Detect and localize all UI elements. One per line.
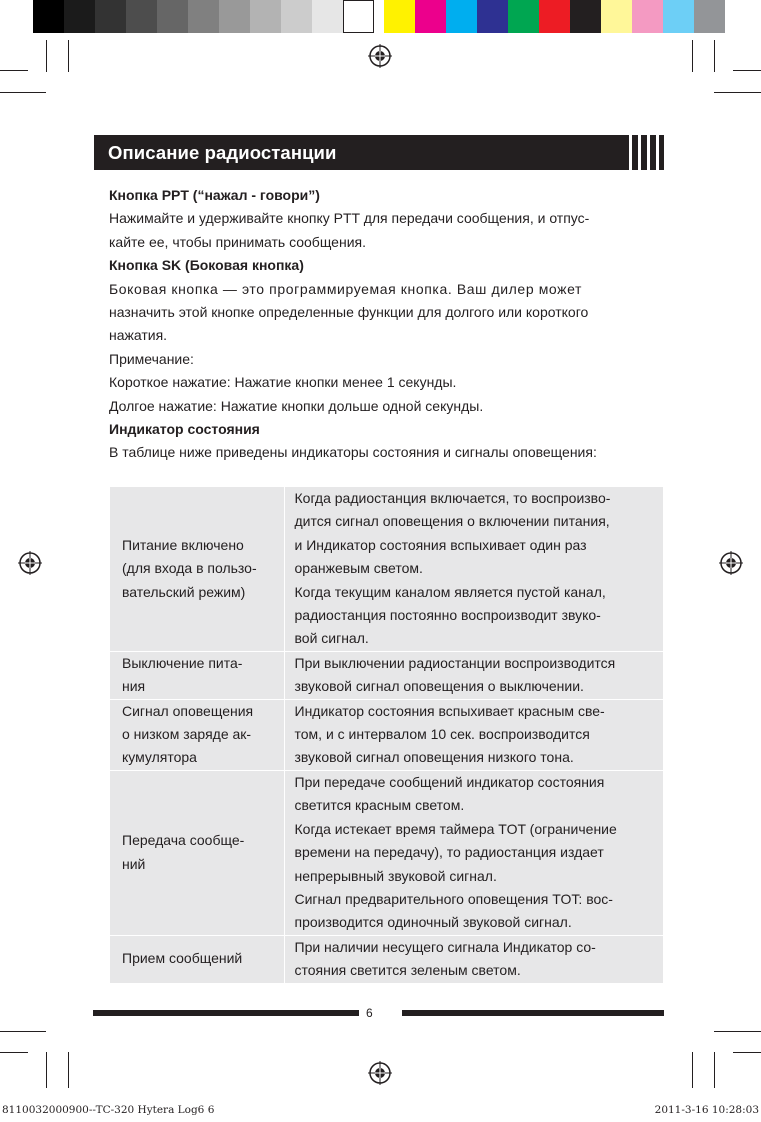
ppt-heading: Кнопка PPT (“нажал - говори”)	[109, 187, 320, 203]
status-label-line: о низком заряде ак-	[122, 726, 252, 743]
crop-mark	[733, 1052, 761, 1053]
status-description-line: При наличии несущего сигнала Индикатор со-	[294, 938, 596, 955]
status-description-line: Когда текущим каналом является пустой канал,	[294, 583, 606, 600]
status-description-line: При передаче сообщений индикатор состояния	[294, 773, 605, 790]
color-swatch	[477, 0, 508, 33]
status-indicator-table	[110, 487, 663, 983]
status-label-cell	[110, 770, 284, 935]
crop-mark	[733, 70, 761, 71]
status-description-line: времени на передачу), то радиостанция издает	[294, 844, 604, 861]
status-label-line: ний	[122, 855, 146, 872]
crop-mark	[692, 40, 693, 72]
status-label-line: Сигнал оповещения	[122, 702, 254, 719]
color-swatch	[64, 0, 95, 33]
footer-rule-right	[402, 1010, 664, 1016]
status-intro: В таблице ниже приведены индикаторы состояния и сигналы оповещения:	[109, 444, 597, 461]
color-swatch	[33, 0, 64, 33]
color-calibration-bar	[33, 0, 725, 33]
registration-mark-icon	[368, 1061, 392, 1085]
manual-content	[109, 184, 652, 465]
crop-mark	[0, 92, 46, 93]
status-label-line: Выключение пита-	[122, 654, 243, 671]
color-swatch	[384, 0, 415, 33]
sk-text: нажатия.	[109, 327, 168, 344]
header-stripes	[626, 135, 664, 170]
status-label-line: кумулятора	[122, 749, 197, 766]
color-swatch	[508, 0, 539, 33]
status-label-line: Передача сообще-	[122, 832, 245, 849]
long-press-note: Долгое нажатие: Нажатие кнопки дольше одной секунды.	[109, 397, 484, 414]
color-swatch	[312, 0, 343, 33]
status-description-line: При выключении радиостанции воспроизводится	[294, 654, 616, 671]
color-swatch	[281, 0, 312, 33]
status-label-cell	[110, 651, 284, 699]
status-description-line: том, и с интервалом 10 сек. воспроизводится	[294, 726, 590, 743]
status-heading: Индикатор состояния	[109, 421, 260, 438]
color-swatch	[694, 0, 725, 33]
color-swatch	[95, 0, 126, 33]
section-header	[94, 135, 664, 170]
color-swatch	[415, 0, 446, 33]
crop-mark	[714, 92, 761, 93]
status-description-line: непрерывный звуковой сигнал.	[294, 867, 497, 884]
status-description-line: и Индикатор состояния вспыхивает один раз	[294, 536, 587, 553]
table-row	[110, 935, 663, 982]
color-swatch	[188, 0, 219, 33]
status-description-line: радиостанция постоянно воспроизводит звуко-	[294, 607, 601, 624]
status-description-line: производится одиночный звуковой сигнал.	[294, 914, 572, 931]
status-description-line: Сигнал предварительного оповещения TOT: вос-	[294, 890, 613, 907]
status-description-line: звуковой сигнал оповещения о выключении.	[294, 678, 584, 695]
color-swatch	[157, 0, 188, 33]
note-label: Примечание:	[109, 350, 194, 367]
footer-rule-left	[93, 1010, 359, 1016]
status-description-line: дится сигнал оповещения о включении питания,	[294, 513, 610, 530]
crop-mark	[0, 1052, 28, 1053]
sk-text: назначить этой кнопке определенные функции для долгого или короткого	[109, 304, 589, 321]
color-swatch	[601, 0, 632, 33]
registration-mark-icon	[18, 551, 42, 575]
table-row	[110, 699, 663, 770]
status-label-line: Питание включено	[122, 536, 244, 553]
color-swatch	[632, 0, 663, 33]
color-swatch	[250, 0, 281, 33]
crop-mark	[68, 40, 69, 72]
registration-mark-icon	[368, 44, 392, 68]
status-description-line: светится красным светом.	[294, 797, 465, 814]
ppt-text: Нажимайте и удерживайте кнопку PTT для передачи сообщения, и отпус-	[109, 210, 590, 227]
status-label-cell	[110, 699, 284, 770]
color-swatch	[663, 0, 694, 33]
crop-mark	[714, 1031, 761, 1032]
registration-mark-icon	[719, 551, 743, 575]
status-description-line: Когда истекает время таймера TOT (ограничение	[294, 820, 617, 837]
crop-mark	[68, 1052, 69, 1088]
status-description-cell	[284, 487, 663, 651]
status-label-line: вательский режим)	[122, 583, 246, 600]
color-swatch	[539, 0, 570, 33]
page-number: 6	[366, 1006, 373, 1020]
page-title: Описание радиостанции	[108, 142, 337, 163]
print-slug-left: 8110032000900--TC-320 Hytera Log6 6	[2, 1104, 215, 1116]
status-description-line: вой сигнал.	[294, 630, 369, 647]
status-label-line: Прием сообщений	[122, 950, 243, 967]
crop-mark	[714, 40, 715, 72]
color-swatch	[343, 0, 374, 33]
crop-mark	[692, 1052, 693, 1088]
sk-heading: Кнопка SK (Боковая кнопка)	[109, 257, 304, 274]
status-label-cell	[110, 487, 284, 651]
sk-text: Боковая кнопка — это программируемая кнопка. Ваш дилер может	[109, 280, 583, 297]
status-label-line: ния	[122, 678, 146, 695]
table-row	[110, 770, 663, 935]
color-swatch	[219, 0, 250, 33]
table-row	[110, 487, 663, 651]
status-description-cell	[284, 770, 663, 935]
color-swatch	[570, 0, 601, 33]
status-description-line: Когда радиостанция включается, то воспроизво-	[294, 490, 611, 506]
short-press-note: Короткое нажатие: Нажатие кнопки менее 1 секунды.	[109, 374, 457, 391]
status-description-line: стояния светится зеленым светом.	[294, 962, 521, 979]
status-description-cell	[284, 651, 663, 699]
status-description-cell	[284, 699, 663, 770]
status-label-line: (для входа в пользо-	[122, 560, 257, 577]
crop-mark	[46, 40, 47, 72]
ppt-text: кайте ее, чтобы принимать сообщения.	[109, 233, 366, 250]
color-swatch	[446, 0, 477, 33]
crop-mark	[0, 1031, 46, 1032]
color-swatch	[126, 0, 157, 33]
status-description-line: звуковой сигнал оповещения низкого тона.	[294, 749, 574, 766]
status-description-line: оранжевым светом.	[294, 560, 423, 577]
print-slug-right: 2011-3-16 10:28:03	[654, 1104, 759, 1116]
status-label-cell	[110, 935, 284, 982]
crop-mark	[714, 1052, 715, 1088]
crop-mark	[46, 1052, 47, 1088]
table-row	[110, 651, 663, 699]
status-description-cell	[284, 935, 663, 982]
crop-mark	[0, 70, 28, 71]
status-description-line: Индикатор состояния вспыхивает красным све-	[294, 702, 605, 719]
